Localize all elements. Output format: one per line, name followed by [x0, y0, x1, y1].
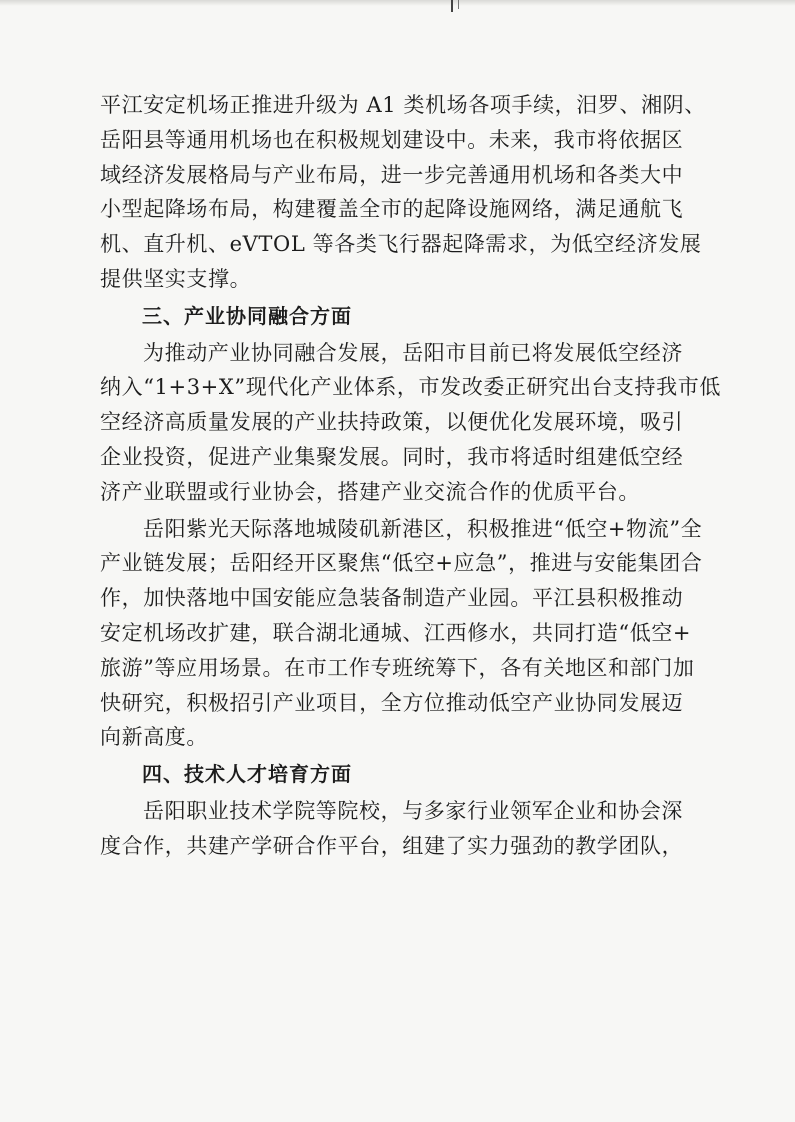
text-line: 空经济高质量发展的产业扶持政策，以便优化发展环境，吸引: [100, 410, 684, 435]
section-heading: 四、技术人才培育方面: [142, 762, 352, 787]
section-4-paragraph-1: [100, 794, 700, 864]
text-line: 平江安定机场正推进升级为 A1 类机场各项手续，汨罗、湘阴、: [100, 93, 706, 117]
text-line: 作，加快落地中国安能应急装备制造产业园。平江县积极推动: [100, 586, 684, 611]
text-line: 为推动产业协同融合发展，岳阳市目前已将发展低空经济: [143, 340, 683, 365]
text-line: 机、直升机、eVTOL 等各类飞行器起降需求，为低空经济发展: [100, 232, 702, 257]
text-line: 度合作，共建产学研合作平台，组建了实力强劲的教学团队，: [100, 833, 684, 858]
text-line: 岳阳县等通用机场也在积极规划建设中。未来，我市将依据区: [100, 127, 684, 152]
text-line: 企业投资，促进产业集聚发展。同时，我市将适时组建低空经: [100, 444, 684, 469]
scan-mark: [458, 0, 459, 9]
text-line: 域经济发展格局与产业布局，进一步完善通用机场和各类大中: [100, 162, 684, 187]
scan-mark: [451, 0, 453, 12]
text-line: 向新高度。: [100, 725, 208, 750]
text-line: 纳入“1+3+X”现代化产业体系，市发改委正研究出台支持我市低: [100, 375, 721, 400]
section-3-paragraph-2: [100, 512, 703, 756]
text-line: 快研究，积极招引产业项目，全方位推动低空产业协同发展迈: [100, 690, 684, 715]
section-3-paragraph-1: [100, 336, 721, 510]
document-body: [100, 88, 721, 864]
text-line: 产业链发展；岳阳经开区聚焦“低空+应急”，推进与安能集团合: [100, 551, 703, 576]
text-line: 济产业联盟或行业协会，搭建产业交流合作的优质平台。: [100, 479, 640, 504]
text-line: 岳阳职业技术学院等院校，与多家行业领军企业和协会深: [143, 798, 683, 823]
text-line: 小型起降场布局，构建覆盖全市的起降设施网络，满足通航飞: [100, 197, 684, 222]
text-line: 提供坚实支撑。: [100, 266, 252, 291]
text-line: 安定机场改扩建，联合湖北通城、江西修水，共同打造“低空+: [100, 620, 692, 645]
scan-edge: [0, 0, 795, 6]
section-heading: 三、产业协同融合方面: [142, 303, 352, 328]
section-2-continuation: [100, 88, 706, 297]
text-line: 旅游”等应用场景。在市工作专班统筹下，各有关地区和部门加: [100, 655, 695, 680]
text-line: 岳阳紫光天际落地城陵矶新港区，积极推进“低空+物流”全: [143, 516, 703, 541]
